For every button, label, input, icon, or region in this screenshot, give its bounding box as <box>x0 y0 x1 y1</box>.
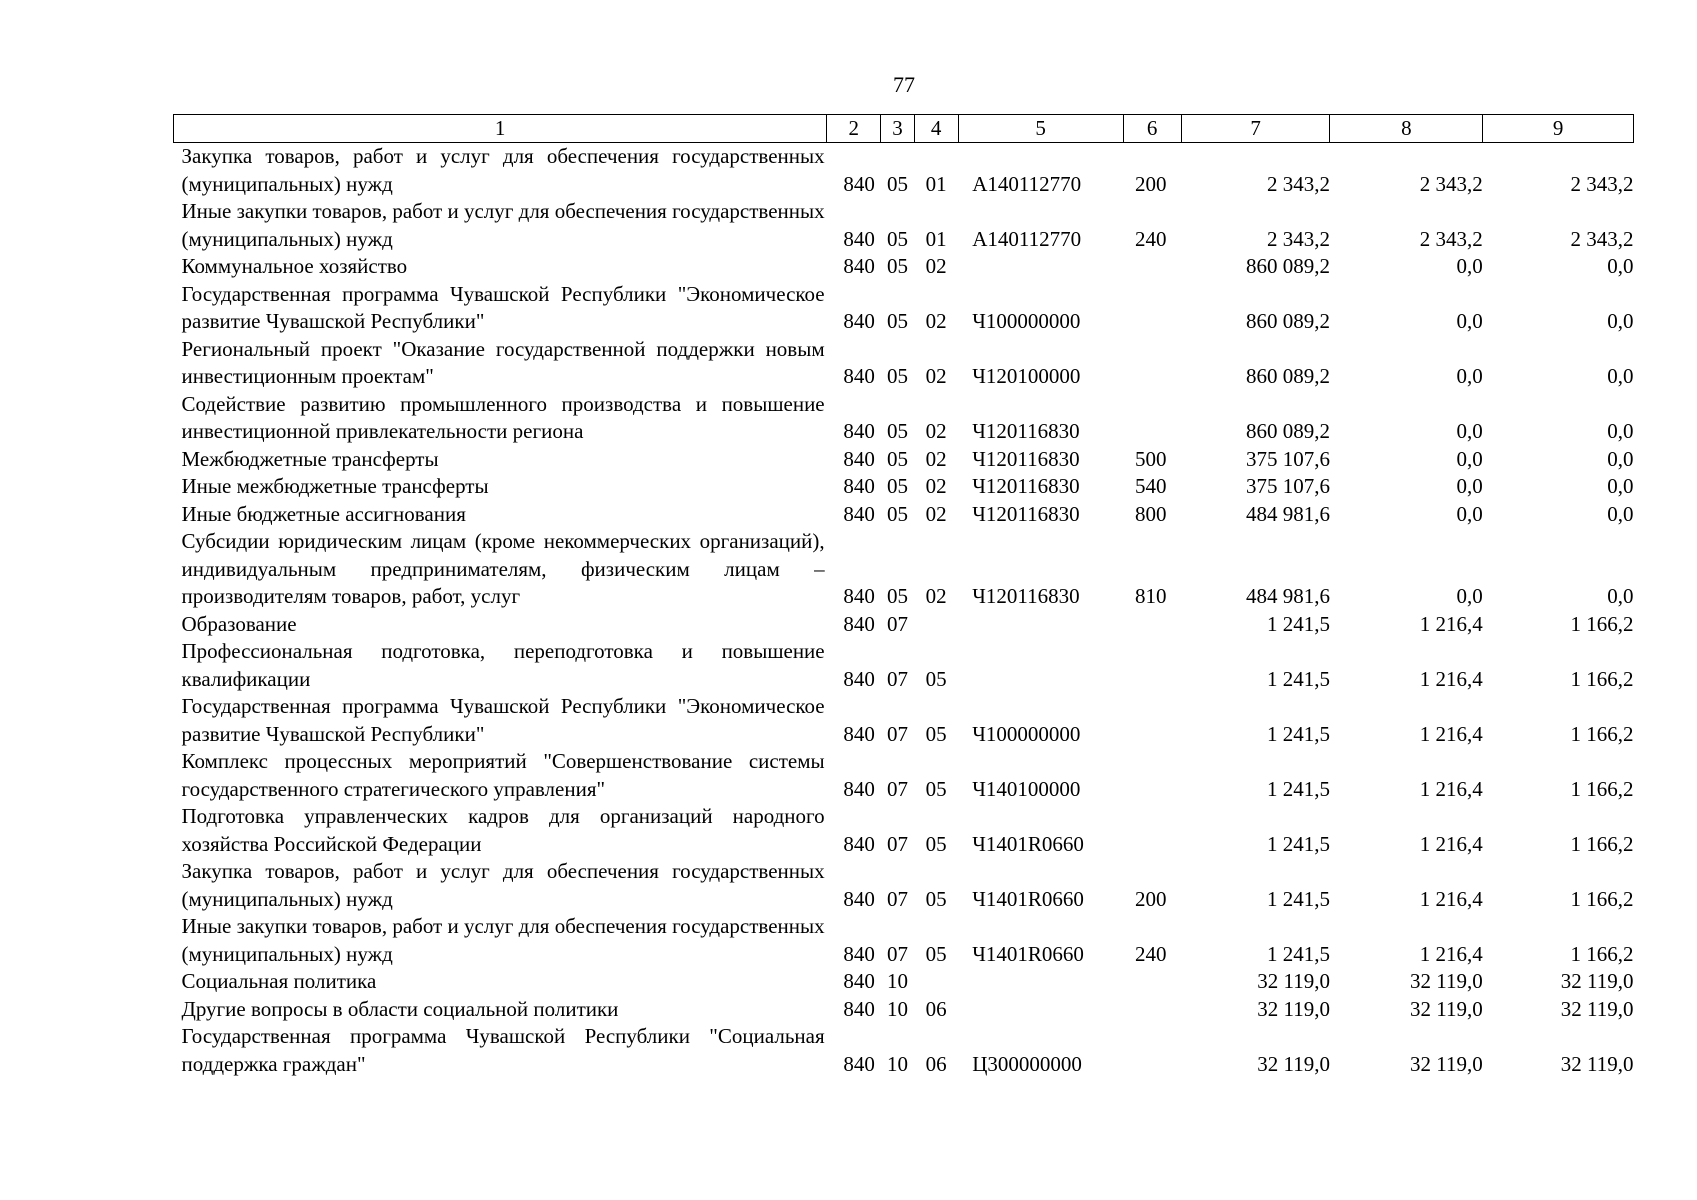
row-section: 05 <box>886 474 908 498</box>
row-section: 05 <box>886 419 908 443</box>
row-amount-col9: 32 119,0 <box>1560 1051 1634 1076</box>
column-header-4: 4 <box>914 115 958 143</box>
row-amount-col8: 1 216,4 <box>1419 886 1483 911</box>
page-number: 77 <box>893 72 915 97</box>
row-name: Иные закупки товаров, работ и услуг для обеспечения государственных (муниципальных) нужд <box>181 914 825 966</box>
row-admin-code: 840 <box>843 501 875 526</box>
row-subsection <box>914 968 958 996</box>
row-expense-type: 200 <box>1135 886 1167 911</box>
row-section: 07 <box>886 941 908 966</box>
row-amount-col7: 1 241,5 <box>1266 941 1330 966</box>
row-amount-col7: 32 119,0 <box>1257 1051 1330 1076</box>
row-expense-type <box>1123 748 1181 803</box>
row-subsection: 05 <box>925 831 947 856</box>
row-amount-col9: 1 166,2 <box>1570 886 1634 911</box>
row-name: Иные закупки товаров, работ и услуг для обеспечения государственных (муниципальных) нужд <box>181 199 825 251</box>
row-amount-col7: 1 241,5 <box>1266 666 1330 691</box>
row-subsection: 02 <box>925 419 947 443</box>
row-amount-col9: 32 119,0 <box>1560 969 1634 993</box>
row-expense-type: 200 <box>1135 171 1167 196</box>
row-subsection: 05 <box>925 776 947 801</box>
budget-table <box>173 114 1634 1078</box>
row-amount-col7: 1 241,5 <box>1266 831 1330 856</box>
row-admin-code: 840 <box>843 611 875 636</box>
row-target-article: Ч120116830 <box>972 584 1080 608</box>
table-row <box>174 281 1634 336</box>
row-name: Межбюджетные трансферты <box>181 446 439 471</box>
table-body <box>174 143 1634 1079</box>
row-expense-type <box>1123 1023 1181 1078</box>
row-name: Региональный проект "Оказание государственной поддержки новым инвестиционным проектам" <box>181 336 825 388</box>
table-row <box>174 1023 1634 1078</box>
row-section: 05 <box>886 226 908 251</box>
row-subsection: 05 <box>925 666 947 691</box>
row-amount-col8: 1 216,4 <box>1419 941 1483 966</box>
row-target-article <box>958 638 1123 693</box>
row-amount-col9: 0,0 <box>1607 419 1634 443</box>
row-amount-col7: 2 343,2 <box>1266 226 1330 251</box>
row-amount-col8: 0,0 <box>1456 364 1483 388</box>
row-target-article: Ч120116830 <box>972 501 1080 526</box>
row-amount-col7: 1 241,5 <box>1266 721 1330 746</box>
row-name: Закупка товаров, работ и услуг для обеспечения государственных (муниципальных) нужд <box>181 859 825 911</box>
row-amount-col8: 0,0 <box>1456 254 1483 278</box>
column-header-7: 7 <box>1181 115 1330 143</box>
row-target-article: Ц300000000 <box>972 1051 1082 1076</box>
table-row <box>174 253 1634 281</box>
row-amount-col8: 32 119,0 <box>1409 996 1483 1021</box>
row-amount-col8: 0,0 <box>1456 446 1483 471</box>
row-target-article <box>958 253 1123 281</box>
row-admin-code: 840 <box>843 831 875 856</box>
row-subsection: 05 <box>925 721 947 746</box>
row-amount-col9: 1 166,2 <box>1570 776 1634 801</box>
row-admin-code: 840 <box>843 969 875 993</box>
row-admin-code: 840 <box>843 446 875 471</box>
row-amount-col8: 0,0 <box>1456 419 1483 443</box>
row-amount-col7: 484 981,6 <box>1245 584 1330 608</box>
row-amount-col8: 1 216,4 <box>1419 611 1483 636</box>
row-subsection: 01 <box>925 226 947 251</box>
row-section: 05 <box>886 584 908 608</box>
row-expense-type: 500 <box>1135 446 1167 471</box>
row-subsection: 02 <box>925 474 947 498</box>
table-row <box>174 913 1634 968</box>
row-amount-col9: 1 166,2 <box>1570 611 1634 636</box>
row-name: Закупка товаров, работ и услуг для обеспечения государственных (муниципальных) нужд <box>181 144 825 196</box>
row-amount-col7: 860 089,2 <box>1245 364 1330 388</box>
row-section: 05 <box>886 309 908 333</box>
row-section: 05 <box>886 501 908 526</box>
row-subsection: 02 <box>925 309 947 333</box>
row-target-article <box>958 611 1123 639</box>
row-expense-type: 540 <box>1135 474 1167 498</box>
row-amount-col7: 1 241,5 <box>1266 886 1330 911</box>
table-row <box>174 748 1634 803</box>
row-name: Государственная программа Чувашской Республики "Экономическое развитие Чувашской Республики" <box>181 694 825 746</box>
row-expense-type <box>1123 996 1181 1024</box>
table-row <box>174 391 1634 446</box>
row-expense-type: 800 <box>1135 501 1167 526</box>
row-expense-type <box>1123 281 1181 336</box>
row-target-article: Ч1401R0660 <box>972 831 1084 856</box>
row-amount-col8: 0,0 <box>1456 474 1483 498</box>
row-amount-col7: 375 107,6 <box>1245 474 1330 498</box>
row-expense-type <box>1123 253 1181 281</box>
row-expense-type: 810 <box>1135 584 1167 608</box>
row-section: 07 <box>886 666 908 691</box>
row-target-article: А140112770 <box>972 226 1082 251</box>
row-amount-col9: 0,0 <box>1607 309 1634 333</box>
row-name: Содействие развитию промышленного производства и повышение инвестиционной привлекательности региона <box>181 391 825 443</box>
row-subsection: 02 <box>925 254 947 278</box>
row-subsection: 05 <box>925 941 947 966</box>
row-section: 05 <box>886 171 908 196</box>
row-admin-code: 840 <box>843 584 875 608</box>
row-name: Комплекс процессных мероприятий "Совершенствование системы государственного стратегического управления" <box>181 749 825 801</box>
row-amount-col9: 0,0 <box>1607 501 1634 526</box>
row-expense-type <box>1123 803 1181 858</box>
row-expense-type <box>1123 391 1181 446</box>
row-name: Профессиональная подготовка, переподготовка и повышение квалификации <box>181 639 825 691</box>
row-expense-type <box>1123 638 1181 693</box>
row-name: Субсидии юридическим лицам (кроме некоммерческих организаций), индивидуальным предпринимателям, физическим лицам – производителям товаров, работ, услуг <box>181 529 825 608</box>
row-subsection: 02 <box>925 446 947 471</box>
row-admin-code: 840 <box>843 309 875 333</box>
row-amount-col7: 375 107,6 <box>1245 446 1330 471</box>
row-section: 05 <box>886 364 908 388</box>
row-amount-col9: 2 343,2 <box>1570 171 1634 196</box>
table-row <box>174 473 1634 501</box>
row-expense-type <box>1123 611 1181 639</box>
row-admin-code: 840 <box>843 776 875 801</box>
row-amount-col9: 1 166,2 <box>1570 666 1634 691</box>
row-amount-col9: 2 343,2 <box>1570 226 1634 251</box>
row-amount-col7: 32 119,0 <box>1257 996 1330 1021</box>
row-amount-col8: 2 343,2 <box>1419 171 1483 196</box>
row-section: 10 <box>886 1051 908 1076</box>
table-row <box>174 446 1634 474</box>
row-amount-col9: 0,0 <box>1607 254 1634 278</box>
row-amount-col8: 2 343,2 <box>1419 226 1483 251</box>
row-section: 05 <box>886 254 908 278</box>
row-admin-code: 840 <box>843 226 875 251</box>
table-row <box>174 968 1634 996</box>
table-row <box>174 693 1634 748</box>
row-expense-type <box>1123 336 1181 391</box>
row-amount-col9: 1 166,2 <box>1570 941 1634 966</box>
row-admin-code: 840 <box>843 364 875 388</box>
row-amount-col9: 0,0 <box>1607 364 1634 388</box>
row-amount-col7: 860 089,2 <box>1245 309 1330 333</box>
table-row <box>174 528 1634 611</box>
row-name: Подготовка управленческих кадров для организаций народного хозяйства Российской Федерации <box>181 804 825 856</box>
row-amount-col7: 1 241,5 <box>1266 776 1330 801</box>
column-header-8: 8 <box>1330 115 1483 143</box>
row-admin-code: 840 <box>843 996 875 1021</box>
row-amount-col9: 0,0 <box>1607 446 1634 471</box>
row-name: Иные межбюджетные трансферты <box>181 474 489 498</box>
row-subsection: 02 <box>925 501 947 526</box>
table-row <box>174 996 1634 1024</box>
row-subsection: 05 <box>925 886 947 911</box>
row-amount-col7: 860 089,2 <box>1245 419 1330 443</box>
row-amount-col7: 32 119,0 <box>1257 969 1330 993</box>
row-amount-col9: 1 166,2 <box>1570 721 1634 746</box>
row-amount-col8: 32 119,0 <box>1409 969 1483 993</box>
row-name: Государственная программа Чувашской Республики "Социальная поддержка граждан" <box>181 1024 825 1076</box>
row-name: Государственная программа Чувашской Республики "Экономическое развитие Чувашской Республики" <box>181 281 825 333</box>
row-subsection: 06 <box>925 1051 947 1076</box>
row-expense-type <box>1123 968 1181 996</box>
row-section: 10 <box>886 996 908 1021</box>
row-subsection: 02 <box>925 584 947 608</box>
row-amount-col8: 1 216,4 <box>1419 831 1483 856</box>
row-target-article: Ч120116830 <box>972 446 1080 471</box>
row-admin-code: 840 <box>843 254 875 278</box>
row-expense-type: 240 <box>1135 941 1167 966</box>
row-name: Коммунальное хозяйство <box>181 254 408 278</box>
row-name: Другие вопросы в области социальной политики <box>181 996 619 1021</box>
table-header <box>174 115 1634 143</box>
row-amount-col9: 32 119,0 <box>1560 996 1634 1021</box>
table-row <box>174 638 1634 693</box>
row-admin-code: 840 <box>843 886 875 911</box>
row-admin-code: 840 <box>843 171 875 196</box>
column-header-9: 9 <box>1483 115 1634 143</box>
table-row <box>174 611 1634 639</box>
row-subsection: 01 <box>925 171 947 196</box>
row-amount-col8: 1 216,4 <box>1419 721 1483 746</box>
row-expense-type: 240 <box>1135 226 1167 251</box>
row-amount-col7: 1 241,5 <box>1266 611 1330 636</box>
table-row <box>174 501 1634 529</box>
row-admin-code: 840 <box>843 474 875 498</box>
row-admin-code: 840 <box>843 419 875 443</box>
table-row <box>174 803 1634 858</box>
row-admin-code: 840 <box>843 721 875 746</box>
row-section: 10 <box>886 969 908 993</box>
table-row <box>174 143 1634 199</box>
column-header-6: 6 <box>1123 115 1181 143</box>
row-amount-col9: 0,0 <box>1607 474 1634 498</box>
row-admin-code: 840 <box>843 941 875 966</box>
row-expense-type <box>1123 693 1181 748</box>
row-amount-col7: 484 981,6 <box>1245 501 1330 526</box>
row-amount-col7: 860 089,2 <box>1245 254 1330 278</box>
row-amount-col8: 0,0 <box>1456 501 1483 526</box>
row-section: 07 <box>886 721 908 746</box>
row-subsection <box>914 611 958 639</box>
row-target-article: Ч100000000 <box>972 721 1081 746</box>
header-row <box>174 115 1634 143</box>
table-row <box>174 858 1634 913</box>
row-target-article: А140112770 <box>972 171 1082 196</box>
row-admin-code: 840 <box>843 666 875 691</box>
column-header-5: 5 <box>958 115 1123 143</box>
table-row <box>174 198 1634 253</box>
row-target-article: Ч140100000 <box>972 776 1081 801</box>
row-amount-col9: 1 166,2 <box>1570 831 1634 856</box>
row-target-article <box>958 996 1123 1024</box>
row-amount-col8: 1 216,4 <box>1419 666 1483 691</box>
row-target-article: Ч120116830 <box>972 419 1080 443</box>
row-amount-col8: 32 119,0 <box>1409 1051 1483 1076</box>
table-row <box>174 336 1634 391</box>
row-subsection: 06 <box>925 996 947 1021</box>
row-admin-code: 840 <box>843 1051 875 1076</box>
row-name: Образование <box>181 611 297 636</box>
row-subsection: 02 <box>925 364 947 388</box>
row-section: 05 <box>886 446 908 471</box>
row-name: Социальная политика <box>181 969 377 993</box>
row-amount-col8: 1 216,4 <box>1419 776 1483 801</box>
row-target-article: Ч120100000 <box>972 364 1081 388</box>
row-target-article: Ч1401R0660 <box>972 886 1084 911</box>
row-amount-col9: 0,0 <box>1607 584 1634 608</box>
column-header-3: 3 <box>881 115 914 143</box>
row-section: 07 <box>886 611 908 636</box>
row-target-article <box>958 968 1123 996</box>
row-target-article: Ч120116830 <box>972 474 1080 498</box>
row-section: 07 <box>886 776 908 801</box>
row-target-article: Ч1401R0660 <box>972 941 1084 966</box>
row-amount-col8: 0,0 <box>1456 309 1483 333</box>
row-section: 07 <box>886 886 908 911</box>
row-target-article: Ч100000000 <box>972 309 1081 333</box>
row-amount-col8: 0,0 <box>1456 584 1483 608</box>
row-section: 07 <box>886 831 908 856</box>
row-name: Иные бюджетные ассигнования <box>181 501 466 526</box>
column-header-1: 1 <box>174 115 827 143</box>
row-amount-col7: 2 343,2 <box>1266 171 1330 196</box>
column-header-2: 2 <box>827 115 881 143</box>
